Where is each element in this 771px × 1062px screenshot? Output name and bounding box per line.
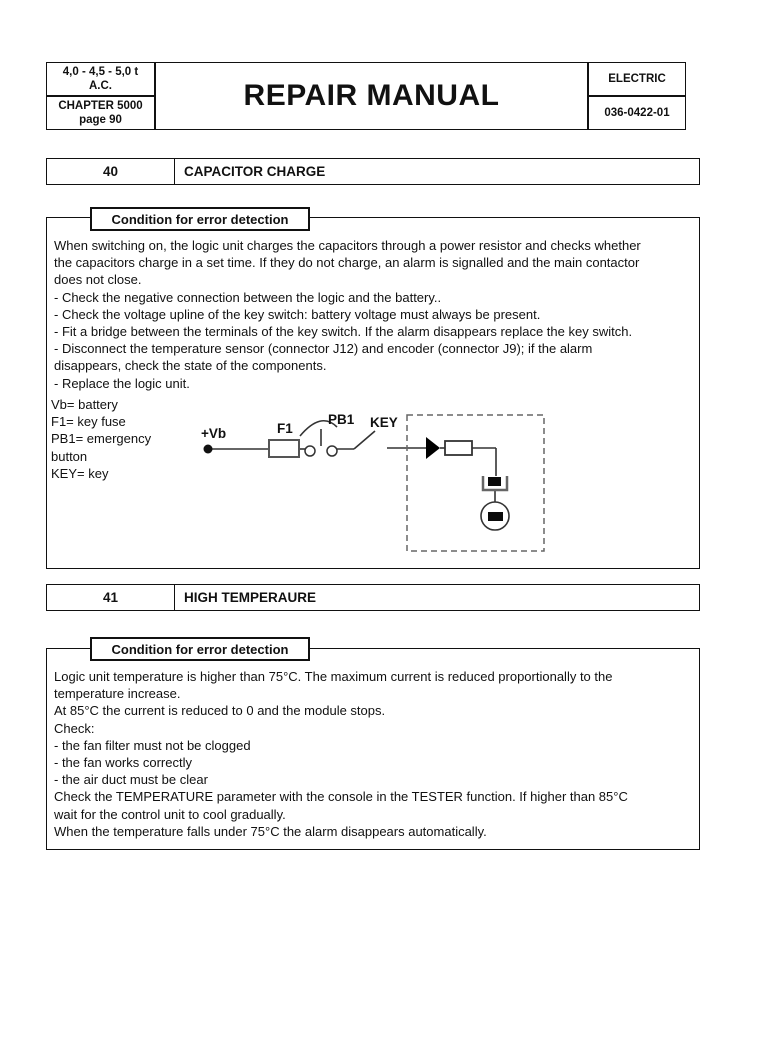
section-40-number: 40: [47, 159, 175, 184]
text-line: - Check the negative connection between the logic and the battery..: [54, 289, 442, 305]
text-line: temperature increase.: [54, 686, 181, 702]
section-40-bar: [46, 158, 700, 185]
section-type: ELECTRIC: [608, 73, 666, 85]
header-chapter-cell: [46, 96, 155, 130]
capacitor-charge-circuit-diagram: [47, 218, 701, 570]
section-40-condition-box: [90, 207, 310, 231]
manual-title: REPAIR MANUAL: [243, 79, 500, 112]
text-line: When switching on, the logic unit charges the capacitors through a power resistor and checks whether: [54, 238, 641, 253]
text-line: the capacitors charge in a set time. If they do not charge, an alarm is signalled and the main contactor: [54, 255, 640, 271]
section-41-condition-label: Condition for error detection: [111, 641, 289, 657]
text-line: wait for the control unit to cool gradually.: [54, 806, 286, 822]
text-line: Logic unit temperature is higher than 75°C. The maximum current is reduced proportionally to the: [54, 669, 613, 684]
section-40-content-box: [46, 217, 700, 569]
section-41-condition-box: [90, 637, 310, 661]
section-41-number: 41: [47, 585, 175, 610]
text-line: - the air duct must be clear: [54, 772, 208, 788]
doc-code: 036-0422-01: [604, 107, 670, 119]
section-40-title: CAPACITOR CHARGE: [184, 164, 326, 179]
capacity-line1: 4,0 - 4,5 - 5,0 t: [62, 66, 139, 78]
text-line: Check:: [54, 720, 95, 736]
text-line: Vb= battery: [51, 397, 118, 412]
text-line: button: [51, 448, 88, 464]
power-resistor-symbol: [445, 441, 472, 455]
text-line: - Fit a bridge between the terminals of the key switch. If the alarm disappears replace the key switch.: [54, 323, 633, 339]
diagram-label-emergency: PB1: [328, 412, 355, 427]
text-line: - Check the voltage upline of the key switch: battery voltage must always be present.: [54, 306, 541, 322]
text-line: disappears, check the state of the components.: [54, 358, 327, 374]
contact-terminal-right: [327, 446, 337, 456]
header-code-cell: [588, 96, 686, 130]
supply-node-dot: [204, 445, 213, 454]
minus-sign: [488, 512, 503, 521]
diagram-label-key: KEY: [370, 415, 398, 430]
text-line: When the temperature falls under 75°C the alarm disappears automatically.: [54, 823, 487, 839]
logic-unit-dashed-outline: [407, 415, 544, 551]
text-line: At 85°C the current is reduced to 0 and the module stops.: [54, 703, 386, 719]
text-line: - the fan filter must not be clogged: [54, 737, 251, 753]
section-41-body: [54, 668, 628, 840]
section-40-condition-label: Condition for error detection: [111, 211, 289, 227]
header-capacity-cell: [46, 62, 155, 96]
diagram-label-supply: +Vb: [201, 426, 227, 441]
text-line: - the fan works correctly: [54, 754, 192, 770]
text-line: - Replace the logic unit.: [54, 375, 190, 391]
diagram-label-fuse: F1: [277, 421, 293, 436]
key-switch-blade: [354, 431, 375, 449]
text-line: - Disconnect the temperature sensor (connector J12) and encoder (connector J9); if the alarm: [54, 341, 593, 357]
text-line: Check the TEMPERATURE parameter with the console in the TESTER function. If higher than 85°C: [54, 789, 628, 805]
header-electric-cell: [588, 62, 686, 96]
text-line: F1= key fuse: [51, 414, 126, 430]
section-41-bar: [46, 584, 700, 611]
text-line: KEY= key: [51, 465, 109, 481]
text-line: PB1= emergency: [51, 431, 152, 447]
page-number: page 90: [79, 114, 122, 126]
section-41-title: HIGH TEMPERAURE: [184, 590, 317, 605]
header-table: [46, 62, 686, 130]
section-41-content-box: [46, 648, 700, 850]
fuse-f1-symbol: [269, 440, 299, 457]
chapter-label: CHAPTER 5000: [58, 100, 143, 112]
capacity-line2: A.C.: [89, 80, 112, 92]
contact-terminal-left: [305, 446, 315, 456]
capacitor-plate: [488, 477, 501, 486]
diode-symbol: [426, 437, 440, 459]
text-line: does not close.: [54, 272, 142, 288]
header-title-cell: [155, 62, 588, 130]
